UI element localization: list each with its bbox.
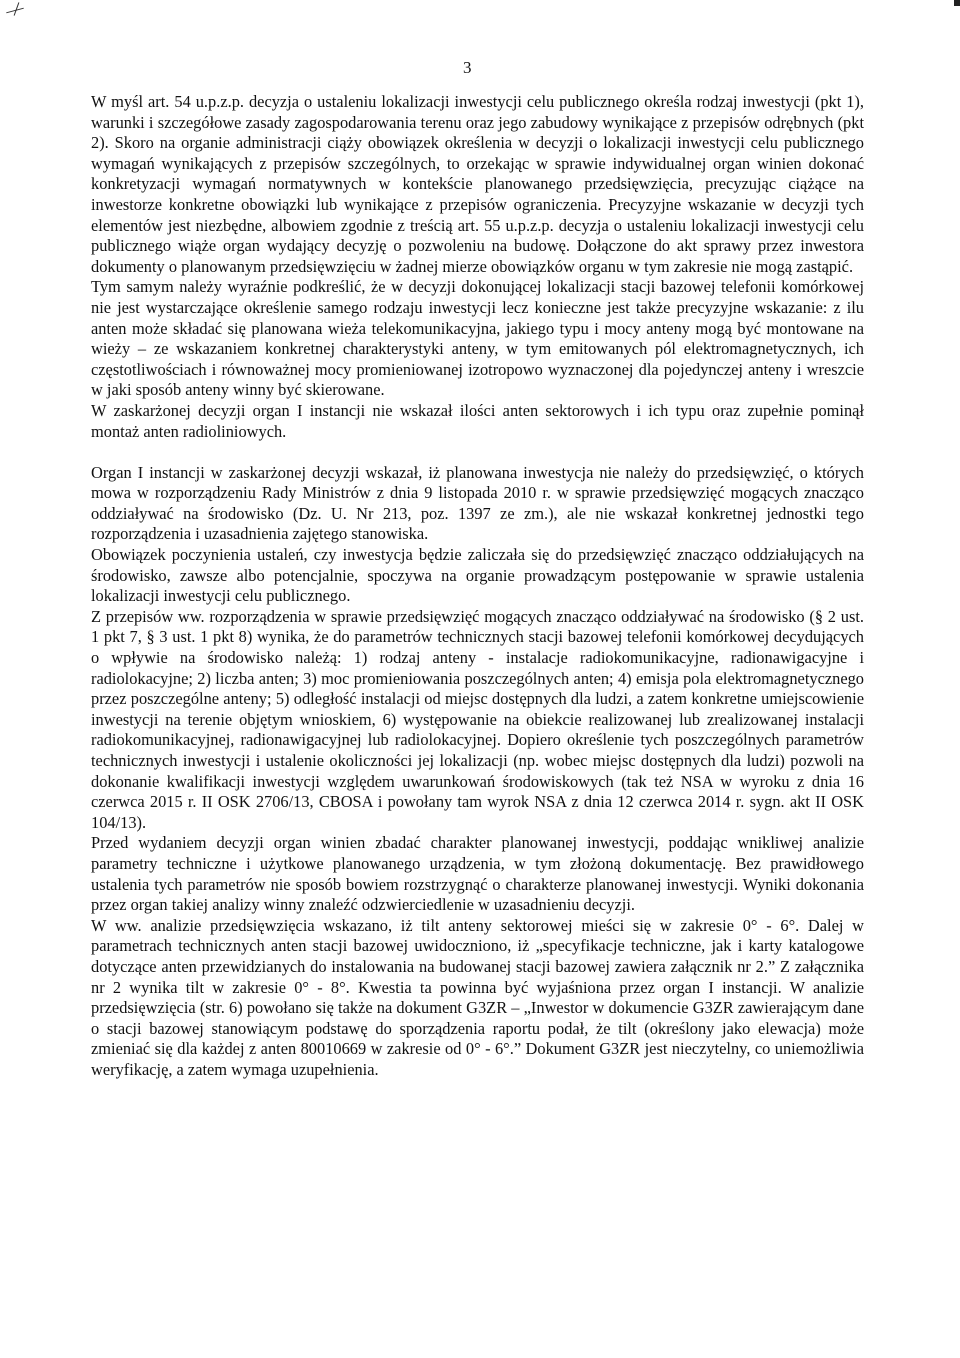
paragraph: Tym samym należy wyraźnie podkreślić, że w decyzji dokonującej lokalizacji stacji bazowej telefonii komórkowej nie jest wystarczające określenie samego rodzaju inwestycji lecz konieczne jest także precyzyjne wskazanie: z ilu anten może składać się planowana wieża telekomunikacyjna, jakiego typu i mocy anteny mogą być montowane na wieży – ze wskazaniem konkretnej charakterystyki anteny, w tym emitowanych pól elektromagnetycznych, ich częstotliwościach i równoważnej mocy promieniowanej izotropowo wyznaczonej dla pojedynczej anteny i wreszcie w jaki sposób anteny winny być skierowane.	[91, 277, 864, 400]
paragraph: Z przepisów ww. rozporządzenia w sprawie przedsięwzięć mogących znacząco oddziaływać na środowisko (§ 2 ust. 1 pkt 7, § 3 ust. 1 pkt 8) wynika, że do parametrów technicznych stacji bazowej telefonii komórkowej decydujących o wpływie na środowisko należą: 1) rodzaj anteny - instalacje radiokomunikacyjne, radionawigacyjne i radiolokacyjne; 2) liczba anten; 3) moc promieniowania poszczególnych anten; 4) emisja pola elektromagnetycznego przez poszczególne anteny; 5) odległość instalacji od miejsc dostępnych dla ludzi, a zatem konkretne umiejscowienie inwestycji na terenie objętym wnioskiem, 6) występowanie na obiekcie realizowanej lub zrealizowanej instalacji radiokomunikacyjnej, radionawigacyjnej lub radiolokacyjnej. Dopiero określenie tych poszczególnych parametrów technicznych inwestycji i ustalenie okoliczności jej lokalizacji (np. wobec miejsc dostępnych dla ludzi) pozwoli na dokonanie kwalifikacji inwestycji względem uwarunkowań środowiskowych (tak też NSA w wyroku z dnia 16 czerwca 2015 r. II OSK 2706/13, CBOSA i powołany tam wyrok NSA z dnia 12 czerwca 2014 r. sygn. akt II OSK 104/13).	[91, 606, 864, 832]
paragraph: Przed wydaniem decyzji organ winien zbadać charakter planowanej inwestycji, poddając wnikliwej analizie parametry techniczne i użytkowe planowanego urządzenia, w tym złożoną dokumentację. Bez prawidłowego ustalenia tych parametrów nie sposób bowiem rozstrzygnąć o charakterze planowanej inwestycji. Wyniki dokonania przez organ takiej analizy winny znaleźć odzwierciedlenie w uzasadnieniu decyzji.	[91, 833, 864, 915]
scan-mark-icon	[6, 2, 28, 62]
scan-corner-mark	[954, 0, 960, 6]
page-number: 3	[463, 58, 472, 77]
paragraph: W zaskarżonej decyzji organ I instancji nie wskazał ilości anten sektorowych i ich typu oraz zupełnie pominął montaż anten radioliniowych.	[91, 400, 864, 441]
paragraph: Obowiązek poczynienia ustaleń, czy inwestycja będzie zaliczała się do przedsięwzięć znacząco oddziałujących na środowisko, zawsze albo potencjalnie, spoczywa na organie prowadzącym postępowanie w sprawie ustalenia lokalizacji inwestycji celu publicznego.	[91, 545, 864, 606]
paragraph: W myśl art. 54 u.p.z.p. decyzja o ustaleniu lokalizacji inwestycji celu publicznego określa rodzaj inwestycji (pkt 1), warunki i szczegółowe zasady zagospodarowania terenu oraz jego zabudowy wynikające z przepisów odrębnych (pkt 2). Skoro na organie administracji ciąży obowiązek określenia w decyzji o lokalizacji inwestycji celu publicznego wymagań wynikających z przepisów szczególnych, to orzekając w sprawie indywidualnej organ winien dokonać konkretyzacji wymagań normatywnych w kontekście planowanego przedsięwzięcia, precyzując ciążące na inwestorze konkretne obowiązki lub wynikające z przepisów ograniczenia. Precyzyjne wskazanie w decyzji tych elementów jest niezbędne, albowiem zgodnie z treścią art. 55 u.p.z.p. decyzja o ustaleniu lokalizacji inwestycji celu publicznego wiąże organ wydający decyzję o pozwoleniu na budowę. Dołączone do akt sprawy przez inwestora dokumenty o planowanym przedsięwzięciu w żadnej mierze obowiązków organu w tym zakresie nie mogą zastąpić.	[91, 92, 864, 276]
paragraph: Organ I instancji w zaskarżonej decyzji wskazał, iż planowana inwestycja nie należy do przedsięwzięć, o których mowa w rozporządzeniu Rady Ministrów z dnia 9 listopada 2010 r. w sprawie przedsięwzięć mogących znacząco oddziaływać na środowisko (Dz. U. Nr 213, poz. 1397 ze zm.), ale nie wskazał konkretnej jednostki tego rozporządzenia i uzasadnienia zajętego stanowiska.	[91, 462, 864, 544]
document-body	[91, 92, 864, 1081]
paragraph: W ww. analizie przedsięwzięcia wskazano, iż tilt anteny sektorowej mieści się w zakresie 0° - 6°. Dalej w parametrach technicznych anten stacji bazowej uwidoczniono, iż „specyfikacje techniczne, jak i karty katalogowe dotyczące anten przewidzianych do instalowania na budowanej stacji bazowej zawiera załącznik nr 2.” Z załącznika nr 2 wynika tilt w zakresie 0° - 8°. Kwestia ta powinna być wyjaśniona przez organ I instancji. W analizie przedsięwzięcia (str. 6) powołano się także na dokument G3ZR – „Inwestor w dokumencie G3ZR zawierającym dane o stacji bazowej stanowiącym podstawę do sporządzenia raportu podał, że tilt (określony jako elewacja) może zmieniać się dla każdej z anten 80010669 w zakresie od 0° - 6°.” Dokument G3ZR jest nieczytelny, co uniemożliwia weryfikację, a zatem wymaga uzupełnienia.	[91, 915, 864, 1079]
